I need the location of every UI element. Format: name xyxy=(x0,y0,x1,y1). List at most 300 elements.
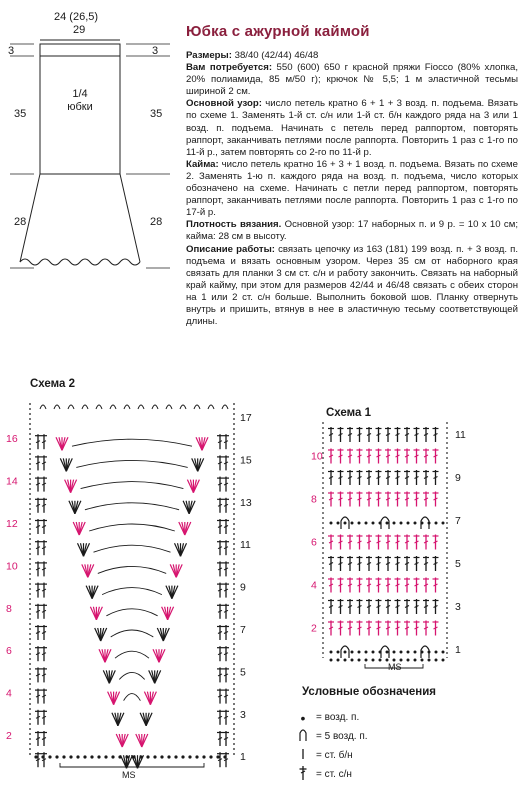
fan-cluster xyxy=(175,543,187,556)
chain-dot xyxy=(48,755,51,758)
page-title: Юбка с ажурной каймой xyxy=(186,23,370,40)
instruction-description xyxy=(186,244,518,329)
picot xyxy=(96,405,102,409)
chain-dot xyxy=(393,651,396,654)
row-number: 11 xyxy=(240,539,251,552)
dc-stitch xyxy=(376,556,382,571)
dc-stitch xyxy=(223,434,229,449)
fan-cluster xyxy=(73,522,85,535)
instruction-gauge xyxy=(186,219,518,243)
dc-stitch xyxy=(338,427,344,442)
dc-stitch xyxy=(395,427,401,442)
dc-stitch xyxy=(223,561,229,576)
instruction-label: Описание работы: xyxy=(186,243,275,255)
fan-cluster xyxy=(157,628,169,641)
dc-stitch xyxy=(217,434,223,449)
dc-stitch xyxy=(328,427,334,442)
row-number: 9 xyxy=(455,472,461,484)
dc-stitch xyxy=(376,578,382,593)
panel-label-line2: юбки xyxy=(67,101,93,113)
chain-dot xyxy=(358,522,361,525)
dc-stitch xyxy=(395,470,401,485)
chain-dot xyxy=(337,651,340,654)
dc-stitch xyxy=(357,449,363,464)
picot xyxy=(194,405,200,409)
dc-stitch xyxy=(35,625,41,640)
dc-stitch xyxy=(357,578,363,593)
dc-stitch xyxy=(423,599,429,614)
chain-dot xyxy=(202,755,205,758)
dc-stitch xyxy=(395,535,401,550)
dc-stitch xyxy=(404,621,410,636)
dc-stitch xyxy=(376,470,382,485)
chain-dot xyxy=(344,651,347,654)
dc-stitch xyxy=(433,599,439,614)
dc-stitch xyxy=(385,578,391,593)
dc-stitch xyxy=(414,492,420,507)
fan-cluster xyxy=(86,586,98,599)
scheme2-title: Схема 2 xyxy=(30,378,76,390)
dc-stitch xyxy=(376,535,382,550)
chain-dot xyxy=(372,651,375,654)
dc-stitch xyxy=(423,621,429,636)
dc-stitch xyxy=(41,710,47,725)
dc-stitch xyxy=(328,535,334,550)
row-number: 5 xyxy=(240,666,246,679)
legend-item-chain5 xyxy=(296,727,496,746)
dc-stitch xyxy=(385,556,391,571)
dc-stitch xyxy=(414,556,420,571)
instruction-text: 550 (600) 650 г красной пряжи Fiocco (80% хлопка, 20% полиамида, 85 м/50 г); крючок № 5,5; 1 м эластичной тесьмы шириной 2 см. xyxy=(186,62,518,98)
dc-stitch xyxy=(395,556,401,571)
chain-dot xyxy=(181,755,184,758)
chain-dot xyxy=(435,651,438,654)
dc-stitch xyxy=(35,434,41,449)
row-number: 1 xyxy=(455,644,461,656)
dc-stitch xyxy=(35,752,41,767)
dc-stitch xyxy=(223,689,229,704)
chain-dot xyxy=(442,659,445,662)
dc-stitch xyxy=(35,667,41,682)
dc-stitch xyxy=(328,578,334,593)
dc-stitch xyxy=(414,449,420,464)
dc-stitch xyxy=(404,470,410,485)
dc-stitch xyxy=(223,477,229,492)
fan-cluster xyxy=(136,734,148,747)
dc-stitch xyxy=(433,449,439,464)
panel-label-line1: 1/4 xyxy=(72,88,88,100)
dc-stitch xyxy=(385,449,391,464)
dc-stitch xyxy=(433,578,439,593)
fan-cluster xyxy=(121,755,133,768)
dc-stitch xyxy=(423,556,429,571)
dc-stitch xyxy=(347,470,353,485)
picot xyxy=(124,405,130,409)
dc-stitch xyxy=(217,731,223,746)
chain-dot xyxy=(76,755,79,758)
dc-stitch xyxy=(41,519,47,534)
chain-dot xyxy=(365,659,368,662)
dc-stitch xyxy=(217,477,223,492)
dc-stitch xyxy=(404,599,410,614)
legend-item-chain xyxy=(296,708,496,727)
fan-cluster xyxy=(166,586,178,599)
dc-stitch xyxy=(347,449,353,464)
dc-stitch xyxy=(385,492,391,507)
dc-stitch xyxy=(395,621,401,636)
dc-stitch xyxy=(217,583,223,598)
scheme1-repeat-label: MS xyxy=(388,662,402,672)
dc-stitch xyxy=(35,561,41,576)
row-number: 6 xyxy=(311,536,317,549)
dc-stitch xyxy=(423,449,429,464)
chain-dot xyxy=(104,755,107,758)
fan-cluster xyxy=(69,501,81,514)
chain-dot xyxy=(442,651,445,654)
dc-stitch xyxy=(41,498,47,513)
picot xyxy=(166,405,172,409)
row-number: 7 xyxy=(455,515,461,527)
loop-icon xyxy=(296,728,310,745)
instruction-label: Кайма: xyxy=(186,158,219,170)
fan-cluster xyxy=(183,501,195,514)
fan-cluster xyxy=(192,458,204,471)
chain-dot xyxy=(435,522,438,525)
chain-dot xyxy=(442,522,445,525)
dc-stitch xyxy=(35,540,41,555)
dc-stitch xyxy=(223,519,229,534)
dc-stitch xyxy=(41,731,47,746)
chain-dot xyxy=(188,755,191,758)
chain-dot xyxy=(90,755,93,758)
scheme1-title: Схема 1 xyxy=(326,407,372,419)
chain-dot xyxy=(167,755,170,758)
chain-dot xyxy=(414,659,417,662)
chain-dot xyxy=(407,659,410,662)
dc-stitch xyxy=(217,689,223,704)
dc-stitch xyxy=(217,625,223,640)
picot xyxy=(180,405,186,409)
dc-stitch xyxy=(357,556,363,571)
dc-stitch xyxy=(217,752,223,767)
fan-cluster xyxy=(149,670,161,683)
chain-dot xyxy=(330,651,333,654)
dc-stitch xyxy=(223,583,229,598)
chain-dot xyxy=(358,659,361,662)
dot-icon: • xyxy=(300,709,306,726)
dc-stitch xyxy=(433,556,439,571)
dc-stitch xyxy=(41,689,47,704)
dim-mid-right: 35 xyxy=(150,108,163,120)
fan-cluster xyxy=(65,480,77,493)
instruction-text: 38/40 (42/44) 46/48 xyxy=(231,50,319,61)
dc-stitch xyxy=(414,470,420,485)
chain-dot xyxy=(400,651,403,654)
row-number: 7 xyxy=(240,624,246,636)
row-number: 6 xyxy=(6,645,12,658)
dc-stitch xyxy=(347,578,353,593)
fan-cluster xyxy=(112,713,124,726)
dc-stitch xyxy=(433,492,439,507)
dc-stitch xyxy=(404,578,410,593)
row-number: 3 xyxy=(455,601,461,613)
chain-dot xyxy=(400,522,403,525)
chain-dot xyxy=(174,755,177,758)
dc-stitch xyxy=(414,427,420,442)
dc-stitch xyxy=(41,583,47,598)
dc-stitch xyxy=(338,449,344,464)
dc-stitch xyxy=(385,535,391,550)
row-number: 2 xyxy=(311,622,317,635)
dc-stitch xyxy=(395,449,401,464)
dc-stitch xyxy=(35,731,41,746)
instruction-border xyxy=(186,159,518,219)
dim-mid-left: 35 xyxy=(14,108,27,120)
legend-text: = возд. п. xyxy=(316,712,360,723)
picot xyxy=(110,405,116,409)
dc-stitch xyxy=(366,492,372,507)
dc-stitch xyxy=(35,604,41,619)
chain-dot xyxy=(358,651,361,654)
row-number: 9 xyxy=(240,581,246,594)
chain-dot xyxy=(386,651,389,654)
dc-stitch xyxy=(217,604,223,619)
dc-stitch xyxy=(347,427,353,442)
dc-stitch xyxy=(385,427,391,442)
row-number: 13 xyxy=(240,496,252,509)
chain-dot xyxy=(330,659,333,662)
fan-cluster xyxy=(78,543,90,556)
chain-dot xyxy=(428,659,431,662)
dc-stitch xyxy=(414,578,420,593)
dc-stitch xyxy=(338,535,344,550)
dc-stitch xyxy=(338,556,344,571)
chain-dot xyxy=(344,522,347,525)
fan-cluster xyxy=(179,522,191,535)
scheme1-chart xyxy=(305,420,475,675)
instruction-label: Вам потребуется: xyxy=(186,62,273,74)
chain-dot xyxy=(330,522,333,525)
dc-stitch xyxy=(376,492,382,507)
dc-stitch xyxy=(423,470,429,485)
fan-cluster xyxy=(99,649,111,662)
dc-stitch xyxy=(366,449,372,464)
row-number: 15 xyxy=(240,454,252,467)
dc-stitch xyxy=(35,583,41,598)
picot xyxy=(40,405,46,409)
dc-stitch xyxy=(366,599,372,614)
post-icon xyxy=(296,765,310,784)
dc-stitch xyxy=(385,470,391,485)
dc-stitch xyxy=(35,689,41,704)
dc-stitch xyxy=(41,540,47,555)
fan-cluster xyxy=(82,564,94,577)
row-number: 8 xyxy=(311,493,317,506)
row-number: 11 xyxy=(455,429,466,441)
dc-stitch xyxy=(35,477,41,492)
dc-stitch xyxy=(328,556,334,571)
dc-stitch xyxy=(41,625,47,640)
fan-cluster xyxy=(162,607,174,620)
fan-cluster xyxy=(140,713,152,726)
chain-dot xyxy=(407,651,410,654)
chain-dot xyxy=(111,755,114,758)
dc-stitch xyxy=(217,455,223,470)
chain-dot xyxy=(393,522,396,525)
dc-stitch xyxy=(217,498,223,513)
chain-dot xyxy=(216,755,219,758)
legend-title: Условные обозначения xyxy=(302,686,437,698)
dc-stitch xyxy=(395,599,401,614)
dc-stitch xyxy=(41,604,47,619)
dc-stitch xyxy=(347,621,353,636)
dc-stitch xyxy=(366,470,372,485)
chain-dot xyxy=(414,651,417,654)
dc-stitch xyxy=(41,646,47,661)
dc-stitch xyxy=(338,470,344,485)
legend-text: = ст. б/н xyxy=(316,750,353,761)
chain-dot xyxy=(83,755,86,758)
dc-stitch xyxy=(41,434,47,449)
chain-dot xyxy=(344,659,347,662)
fan-cluster xyxy=(103,670,115,683)
dc-stitch xyxy=(41,455,47,470)
fan-cluster xyxy=(153,649,165,662)
chain-dot xyxy=(435,659,438,662)
dc-stitch xyxy=(423,492,429,507)
dc-stitch xyxy=(223,667,229,682)
dc-stitch xyxy=(41,561,47,576)
row-number: 10 xyxy=(311,450,323,463)
chain-dot xyxy=(69,755,72,758)
dc-stitch xyxy=(404,427,410,442)
dc-stitch xyxy=(433,535,439,550)
fan-cluster xyxy=(90,607,102,620)
chain-dot xyxy=(337,522,340,525)
dc-stitch xyxy=(376,599,382,614)
chain-dot xyxy=(209,755,212,758)
dc-stitch xyxy=(223,455,229,470)
dc-stitch xyxy=(223,710,229,725)
dc-stitch xyxy=(328,621,334,636)
chain-dot xyxy=(407,522,410,525)
dc-stitch xyxy=(414,599,420,614)
dc-stitch xyxy=(423,427,429,442)
row-number: 8 xyxy=(6,602,12,615)
repeat-bracket xyxy=(60,763,204,767)
dc-stitch xyxy=(41,477,47,492)
dc-stitch xyxy=(395,492,401,507)
dc-stitch xyxy=(35,710,41,725)
row-number: 12 xyxy=(6,518,18,530)
chain-dot xyxy=(146,755,149,758)
dc-stitch xyxy=(223,752,229,767)
fan-cluster xyxy=(196,437,208,450)
chain-dot xyxy=(379,659,382,662)
dc-stitch xyxy=(328,470,334,485)
legend-text: = 5 возд. п. xyxy=(316,731,368,742)
fan-cluster xyxy=(56,437,68,450)
chain-dot xyxy=(97,755,100,758)
dim-top-right: 3 xyxy=(152,45,159,57)
dc-stitch xyxy=(328,599,334,614)
instruction-materials xyxy=(186,62,518,98)
dc-stitch xyxy=(404,535,410,550)
chain-dot xyxy=(153,755,156,758)
row-number: 4 xyxy=(311,579,317,592)
dc-stitch xyxy=(423,578,429,593)
chain-dot xyxy=(160,755,163,758)
dc-stitch xyxy=(376,621,382,636)
row-number: 5 xyxy=(455,558,461,570)
chain-dot xyxy=(421,659,424,662)
dc-stitch xyxy=(217,667,223,682)
dc-stitch xyxy=(366,556,372,571)
dc-stitch xyxy=(35,646,41,661)
dc-stitch xyxy=(404,556,410,571)
dc-stitch xyxy=(357,492,363,507)
instruction-text: связать цепочку из 163 (181) 199 возд. п. + 3 возд. п. подъема и вязать основным узором. Через 35 см от наборного края связать для планки 3 см ст. с/н и работу закончить. Связать на наборный край кайму, при этом для размеров 42/44 и 46/48 связать с обеих сторон на 1 или 2 ст. с/н больше. Выполнить боковой шов. Планку отвернуть внутрь и пришить, втянув в нее в эластичную тесьму соответствующей длины. xyxy=(186,243,519,328)
dc-stitch xyxy=(41,752,47,767)
instruction-label: Плотность вязания. xyxy=(186,219,282,231)
dc-stitch xyxy=(376,427,382,442)
dc-stitch xyxy=(338,578,344,593)
dc-stitch xyxy=(35,455,41,470)
row-number: 2 xyxy=(6,730,12,742)
instruction-sizes xyxy=(186,50,518,62)
dc-stitch xyxy=(423,535,429,550)
row-number: 3 xyxy=(240,708,246,721)
dc-stitch xyxy=(328,449,334,464)
dc-stitch xyxy=(414,535,420,550)
short-post-icon xyxy=(296,747,310,764)
picot xyxy=(208,405,214,409)
dc-stitch xyxy=(376,449,382,464)
dc-stitch xyxy=(338,621,344,636)
chain-dot xyxy=(365,522,368,525)
dc-stitch xyxy=(385,621,391,636)
panel-label xyxy=(60,88,100,114)
dc-stitch xyxy=(414,621,420,636)
dc-stitch xyxy=(433,427,439,442)
dc-stitch xyxy=(328,492,334,507)
dc-stitch xyxy=(338,599,344,614)
fan-cluster xyxy=(187,480,199,493)
dc-stitch xyxy=(366,621,372,636)
dc-stitch xyxy=(357,470,363,485)
dim-bottom-left: 28 xyxy=(14,216,27,228)
dc-stitch xyxy=(223,540,229,555)
dim-top-left: 3 xyxy=(8,45,15,57)
chain-dot xyxy=(55,755,58,758)
dc-stitch xyxy=(338,492,344,507)
skirt-schematic xyxy=(0,0,180,280)
dc-stitch xyxy=(35,498,41,513)
picot xyxy=(54,405,60,409)
fan-cluster xyxy=(116,734,128,747)
dc-stitch xyxy=(357,535,363,550)
fan-cluster xyxy=(108,692,120,705)
dc-stitch xyxy=(223,498,229,513)
dc-stitch xyxy=(357,599,363,614)
row-number: 10 xyxy=(6,560,18,573)
chain-dot xyxy=(386,522,389,525)
fan-cluster xyxy=(60,458,72,471)
instruction-text: число петель кратно 6 + 1 + 3 возд. п. подъема. Вязать по схеме 1. Заменять 1-й ст. с/н или 1-й ст. б/н каждого ряда на 3 или 1 возд. п. подъема. Начинать с петель перед раппортом, повторять раппорт, заканчивать петлями после раппорта. Повторить 1 раз с 1-го по 11-й р., затем повторять со 2-го по 11-й р. xyxy=(186,98,518,158)
instruction-label: Размеры: xyxy=(186,50,232,61)
picot xyxy=(152,405,158,409)
dc-stitch xyxy=(347,556,353,571)
